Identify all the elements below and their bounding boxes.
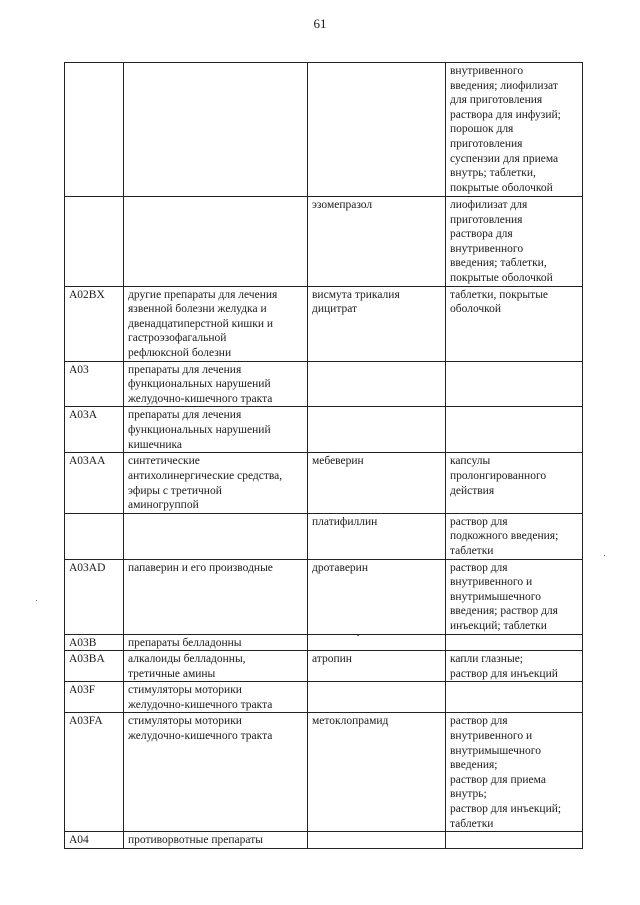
atc-code-cell [65, 63, 124, 197]
group-cell: противорвотные препараты [124, 832, 308, 849]
atc-code-cell: A03B [65, 634, 124, 651]
group-cell: папаверин и его производные [124, 559, 308, 634]
form-cell: раствор для внутривенного и внутримышечного введения; раствор для инъекций; таблетки [446, 559, 583, 634]
group-cell: другие препараты для лечения язвенной болезни желудка и двенадцатиперстной кишки и гастроэзофагальной рефлюксной болезни [124, 286, 308, 361]
atc-code-cell: A04 [65, 832, 124, 849]
table-row [65, 453, 583, 513]
drug-cell: дротаверин [308, 559, 446, 634]
table-row [65, 559, 583, 634]
group-cell: стимуляторы моторики желудочно-кишечного тракта [124, 713, 308, 832]
table-row [65, 361, 583, 407]
group-cell [124, 63, 308, 197]
group-cell: стимуляторы моторики желудочно-кишечного тракта [124, 682, 308, 713]
group-cell [124, 197, 308, 287]
form-cell: внутривенного введения; лиофилизат для приготовления раствора для инфузий; порошок для приготовления суспензии для приема внутрь; таблетки, покрытые оболочкой [446, 63, 583, 197]
drug-cell [308, 832, 446, 849]
table-row [65, 407, 583, 453]
atc-code-cell: A03FA [65, 713, 124, 832]
scan-speck [36, 600, 37, 601]
table-row [65, 682, 583, 713]
atc-code-cell: A03A [65, 407, 124, 453]
form-cell [446, 682, 583, 713]
form-cell [446, 361, 583, 407]
table-row [65, 197, 583, 287]
atc-code-cell: A03AD [65, 559, 124, 634]
form-cell: раствор для внутривенного и внутримышечного введения; раствор для приема внутрь; раствор для инъекций; таблетки [446, 713, 583, 832]
scan-speck [604, 555, 605, 556]
group-cell: синтетические антихолинергические средства, эфиры с третичной аминогруппой [124, 453, 308, 513]
drug-cell: висмута трикалия дицитрат [308, 286, 446, 361]
form-cell [446, 634, 583, 651]
atc-code-cell: A03 [65, 361, 124, 407]
drug-cell [308, 361, 446, 407]
table-row [65, 513, 583, 559]
group-cell: алкалоиды белладонны, третичные амины [124, 651, 308, 682]
group-cell: препараты для лечения функциональных нарушений кишечника [124, 407, 308, 453]
form-cell: капсулы пролонгированного действия [446, 453, 583, 513]
page-number: 61 [313, 16, 327, 31]
drug-cell: эзомепразол [308, 197, 446, 287]
drug-cell: атропин [308, 651, 446, 682]
drug-cell [308, 682, 446, 713]
atc-code-cell: A03F [65, 682, 124, 713]
drug-cell: мебеверин [308, 453, 446, 513]
scan-speck [357, 634, 359, 636]
atc-code-cell [65, 513, 124, 559]
table-row [65, 63, 583, 197]
form-cell: капли глазные; раствор для инъекций [446, 651, 583, 682]
table-row [65, 832, 583, 849]
drug-cell: метоклопрамид [308, 713, 446, 832]
atc-code-cell: A03AA [65, 453, 124, 513]
form-cell: таблетки, покрытые оболочкой [446, 286, 583, 361]
table-row [65, 651, 583, 682]
drug-table [64, 62, 583, 849]
drug-cell [308, 407, 446, 453]
form-cell: лиофилизат для приготовления раствора для внутривенного введения; таблетки, покрытые оболочкой [446, 197, 583, 287]
form-cell: раствор для подкожного введения; таблетки [446, 513, 583, 559]
atc-code-cell [65, 197, 124, 287]
atc-code-cell: A03BA [65, 651, 124, 682]
drug-cell [308, 63, 446, 197]
drug-cell: платифиллин [308, 513, 446, 559]
form-cell [446, 832, 583, 849]
group-cell: препараты белладонны [124, 634, 308, 651]
group-cell [124, 513, 308, 559]
table-row [65, 713, 583, 832]
table-row [65, 286, 583, 361]
atc-code-cell: A02BX [65, 286, 124, 361]
group-cell: препараты для лечения функциональных нарушений желудочно-кишечного тракта [124, 361, 308, 407]
drug-cell [308, 634, 446, 651]
form-cell [446, 407, 583, 453]
table-row [65, 634, 583, 651]
